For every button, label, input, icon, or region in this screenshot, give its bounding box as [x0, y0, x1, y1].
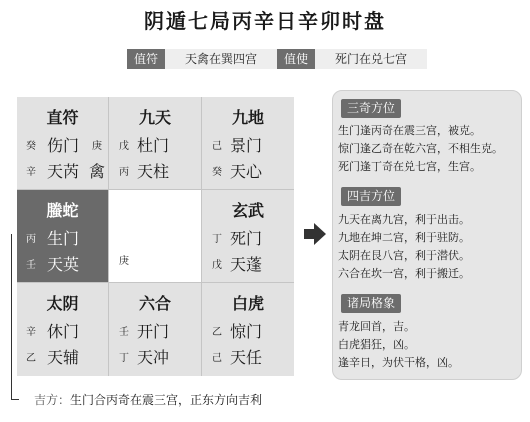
palace-grid — [17, 97, 294, 376]
palace-star: 天柱 — [137, 162, 170, 181]
palace-god: 直符 — [46, 108, 79, 127]
arrow-right-icon — [304, 223, 326, 245]
palace-door: 景门 — [230, 136, 263, 155]
palace-stem: 己 — [212, 141, 222, 152]
palace-bot-mid — [109, 283, 202, 376]
section-title-siji: 四吉方位 — [341, 187, 401, 206]
palace-door: 开门 — [137, 322, 170, 341]
zhifu-value: 天禽在巽四宫 — [165, 49, 277, 69]
section-title-sanqi: 三奇方位 — [341, 99, 401, 118]
section-title-geju: 诸局格象 — [341, 294, 401, 313]
bracket-line — [11, 234, 19, 400]
palace-door: 生门 — [47, 229, 80, 248]
palace-stem: 癸 — [212, 167, 222, 178]
palace-stem: 丙 — [26, 234, 36, 245]
palace-god: 螣蛇 — [46, 201, 79, 220]
palace-stem: 丁 — [119, 353, 129, 364]
palace-stem: 癸 — [26, 141, 36, 152]
palace-star: 天任 — [230, 348, 263, 367]
palace-stem: 丁 — [212, 234, 222, 245]
palace-stem: 辛 — [26, 327, 36, 338]
list-item: 逢辛日，为伏干格，凶。 — [338, 356, 459, 369]
palace-door: 惊门 — [230, 322, 263, 341]
palace-stem: 丙 — [119, 167, 129, 178]
palace-top-right — [202, 97, 294, 190]
palace-stem: 乙 — [26, 353, 36, 364]
list-item: 惊门逢乙奇在乾六宫，不相生克。 — [338, 142, 503, 155]
palace-bot-right — [202, 283, 294, 376]
palace-stem: 乙 — [212, 327, 222, 338]
palace-star: 天芮 — [47, 162, 80, 181]
palace-star: 天蓬 — [230, 255, 263, 274]
palace-door: 杜门 — [137, 136, 170, 155]
palace-god: 太阴 — [46, 294, 79, 313]
palace-stem: 壬 — [119, 327, 129, 338]
palace-stem: 壬 — [26, 260, 36, 271]
list-item: 白虎猖狂，凶。 — [338, 338, 415, 351]
zhishi-label: 值使 — [277, 49, 315, 69]
list-item: 死门逢丁奇在兑七宫，生宫。 — [338, 160, 481, 173]
list-item: 六合在坎一宫，利于搬迁。 — [338, 267, 470, 280]
auspicious-direction — [34, 391, 262, 408]
palace-god: 六合 — [138, 294, 171, 313]
list-item: 太阴在艮八宫，利于潜伏。 — [338, 249, 470, 262]
palace-stem: 庚 — [119, 256, 129, 267]
palace-star: 天心 — [230, 162, 263, 181]
auspicious-direction-text: 生门合丙奇在震三宫，正东方向吉利 — [70, 393, 263, 407]
palace-star: 天冲 — [137, 348, 170, 367]
palace-bot-left — [17, 283, 109, 376]
palace-star: 天辅 — [47, 348, 80, 367]
palace-star: 天英 — [47, 255, 80, 274]
palace-god: 九地 — [231, 108, 264, 127]
palace-star-extra: 禽 — [89, 162, 106, 181]
palace-door: 死门 — [230, 229, 263, 248]
page-title: 阴遁七局丙辛日辛卯时盘 — [144, 9, 386, 33]
list-item: 生门逢丙奇在震三宫，被克。 — [338, 124, 481, 137]
list-item: 九地在坤二宫，利于驻防。 — [338, 231, 470, 244]
auspicious-direction-label: 吉方： — [34, 393, 71, 407]
zhishi-value: 死门在兑七宫 — [315, 49, 427, 69]
palace-god: 玄武 — [231, 201, 264, 220]
palace-center — [109, 190, 202, 283]
palace-top-left — [17, 97, 109, 190]
palace-mid-right — [202, 190, 294, 283]
list-item: 青龙回首，吉。 — [338, 320, 415, 333]
palace-mid-left — [17, 190, 109, 283]
palace-stem: 戊 — [119, 141, 129, 152]
palace-god: 九天 — [138, 108, 171, 127]
zhifu-label: 值符 — [127, 49, 165, 69]
palace-door: 伤门 — [47, 136, 80, 155]
palace-stem: 戊 — [212, 260, 222, 271]
palace-stem: 庚 — [92, 141, 102, 152]
palace-door: 休门 — [47, 322, 80, 341]
palace-god: 白虎 — [231, 294, 264, 313]
list-item: 九天在离九宫，利于出击。 — [338, 213, 470, 226]
palace-stem: 辛 — [26, 167, 36, 178]
palace-top-mid — [109, 97, 202, 190]
palace-stem: 己 — [212, 353, 222, 364]
